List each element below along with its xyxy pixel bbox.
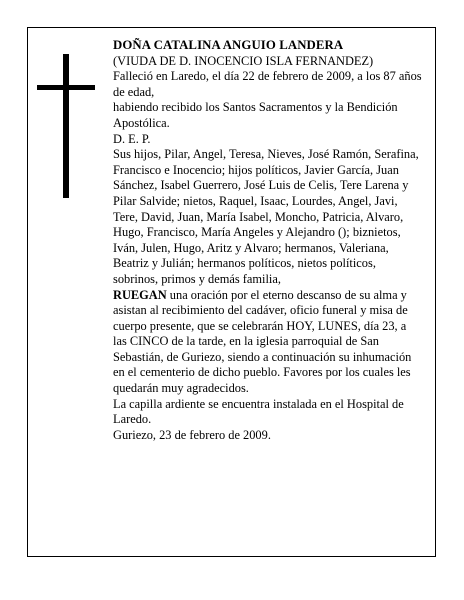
request-text: una oración por el eterno descanso de su alma y asistan al recibimiento del cadáver, oficio funeral y misa de cuerpo presente, que se celebrarán HOY, LUNES, día 23, a las CINCO de la tarde, en la iglesia parroquial de San Sebastián, de Guriezo, siendo a continuación su inhumación en el cementerio de dicho pueblo. Favores por los cuales les quedarán muy agradecidos. [113,287,412,396]
request-lead: RUEGAN [113,287,167,302]
sacraments-statement: habiendo recibido los Santos Sacramentos y la Bendición Apostólica. [113,100,398,130]
request-paragraph [113,288,423,397]
cross-vertical-bar [63,54,69,198]
notice-body [113,38,423,443]
cross-horizontal-bar [37,85,95,90]
cross-icon [37,54,95,198]
widow-of: (VIUDA DE D. INOCENCIO ISLA FERNANDEZ) [113,53,374,68]
dep-line: D. E. P. [113,131,151,146]
family-list: Sus hijos, Pilar, Angel, Teresa, Nieves, José Ramón, Serafina, Francisco e Inocencio; hijos políticos, Javier García, Juan Sánchez, Isabel Guerrero, José Luis de Celis, Tere Larena y Pilar Salvide; nietos, Raquel, Isaac, Lourdes, Angel, Javi, Tere, David, Juan, María Isabel, Moncho, Patricia, Alvaro, Hugo, Francisco, María Angeles y Alejandro (); biznietos, Iván, Julen, Hugo, Aritz y Alvaro; hermanos, Valeriana, Beatriz y Julián; hermanos políticos, nietos políticos, sobrinos, primos y demás familia, [113,147,419,286]
deceased-name: DOÑA CATALINA ANGUIO LANDERA [113,38,344,52]
chapel-info: La capilla ardiente se encuentra instalada en el Hospital de Laredo. [113,396,404,427]
death-statement: Falleció en Laredo, el día 22 de febrero de 2009, a los 87 años de edad, [113,69,422,99]
place-date: Guriezo, 23 de febrero de 2009. [113,427,271,442]
